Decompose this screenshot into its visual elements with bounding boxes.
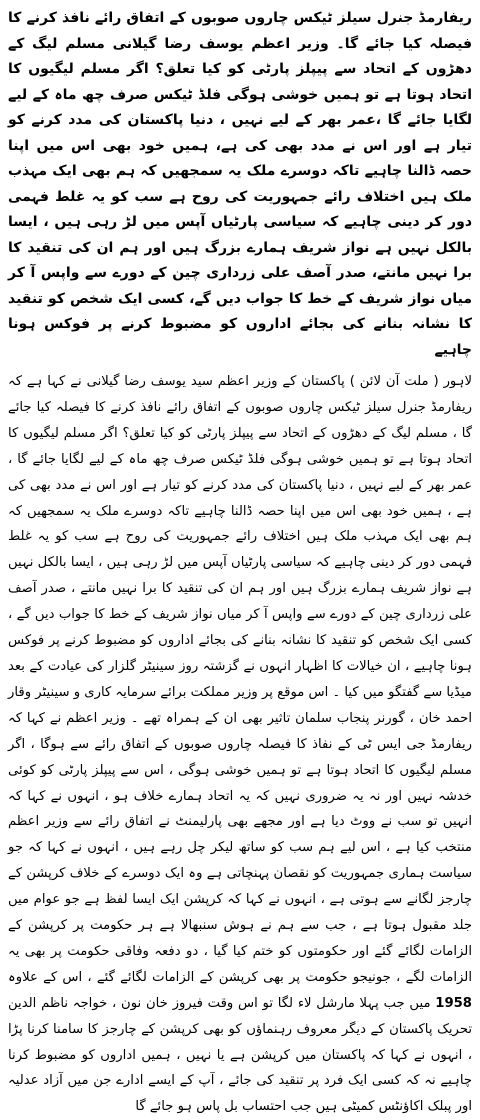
article-body <box>8 369 472 1120</box>
article-headline: ریفارمڈ جنرل سیلز ٹیکس چاروں صوبوں کے اتفاق رائے نافذ کرنے کا فیصلہ کیا جائے گا۔ وزیر اعظم یوسف رضا گیلانی مسلم لیگ کے دھڑوں کے اتحاد سے پیپلز پارٹی کو کیا تعلق؟ اگر مسلم لیگیوں کا اتحاد ہوتا ہے تو ہمیں خوشی ہوگی فلڈ ٹیکس صرف چھ ماہ کے لیے لگایا جائے گا ،عمر بھر کے لیے نہیں ، دنیا پاکستان کی مدد کرنے کو تیار ہے اور اس نے مدد بھی کی ہے، ہمیں خود بھی اس میں اپنا حصہ ڈالنا چاہیے تاکہ دوسرے ملک یہ سمجھیں کہ ہم بھی ایک مہذب ملک ہیں اختلاف رائے جمہوریت کی روح ہے سب کو یہ غلط فہمی دور کر دینی چاہیے کہ سیاسی پارٹیاں آپس میں لڑ رہی ہیں ، ایسا بالکل نہیں ہے نواز شریف ہمارے بزرگ ہیں اور ہم ان کی تنقید کا برا نہیں مانتے، صدر آصف علی زرداری چین کے دورے سے واپس آ کر میاں نواز شریف کے خط کا جواب دیں گے، کسی ایک شخص کو تنقید کا نشانہ بنانے کی بجائے اداروں کو مضبوط کرنے پر فوکس ہونا چاہیے <box>8 10 473 358</box>
article-body-part-2: میں جب پہلا مارشل لاء لگا تو اس وقت فیروز خان نون ، خواجہ ناظم الدین تحریک پاکستان کے دیگر معروف رہنماؤں کو بھی کرپشن کے چارجز کا سامنا کرنا پڑا ، انہوں نے کہا کہ پاکستان میں کرپشن ہے یا نہیں ، ہمیں اداروں کو مضبوط کرنا چاہیے نہ کہ کسی ایک فرد پر تنقید کی جائے ، آپ کے ایسے ادارے جن میں آزاد عدلیہ اور پبلک اکاؤنٹس کمیٹی ہیں جب احتساب بل پاس ہو جائے گا <box>8 995 472 1115</box>
year-1958: 1958 <box>435 995 472 1011</box>
article-body-part-1: لاہور ( ملت آن لائن ) پاکستان کے وزیر اعظم سید یوسف رضا گیلانی نے کہا ہے کہ ریفارمڈ جنرل سیلز ٹیکس چاروں صوبوں کے اتفاق رائے نافذ کرنے کا فیصلہ کیا جائے گا ، مسلم لیگ کے دھڑوں کے اتحاد سے پیپلز پارٹی کو کیا تعلق؟ اگر مسلم لیگیوں کا اتحاد ہوتا ہے تو ہمیں خوشی ہوگی فلڈ ٹیکس صرف چھ ماہ کے لیے لگایا جائے گا ، عمر بھر کے لیے نہیں ، دنیا پاکستان کی مدد کرنے کو تیار ہے اور اس نے مدد بھی کی ہے ، ہمیں خود بھی اس میں اپنا حصہ ڈالنا چاہیے تاکہ دوسرے ملک یہ سمجھیں کہ ہم بھی ایک مہذب ملک ہیں اختلاف رائے جمہوریت کی روح ہے سب کو یہ غلط فہمی دور کر دینی چاہیے کہ سیاسی پارٹیاں آپس میں لڑ رہی ہیں ، ایسا بالکل نہیں ہے نواز شریف ہمارے بزرگ ہیں اور ہم ان کی تنقید کا برا نہیں مانتے ، صدر آصف علی زرداری چین کے دورے سے واپس آ کر میاں نواز شریف کے خط کا جواب دیں گے ، کسی ایک شخص کو تنقید کا نشانہ بنانے کی بجائے اداروں کو مضبوط کرنے پر فوکس ہونا چاہیے ، ان خیالات کا اظہار انہوں نے گزشتہ روز سینیٹر گلزار کی عیادت کے بعد میڈیا سے گفتگو میں کیا ۔ اس موقع پر وزیر مملکت برائے سرمایہ کاری و سینیٹر وقار احمد خان ، گورنر پنجاب سلمان تاثیر بھی ان کے ہمراہ تھے ۔ وزیر اعظم نے کہا کہ ریفارمڈ جی ایس ٹی کے نفاذ کا فیصلہ چاروں صوبوں کے اتفاق رائے سے ہوگا ، اگر مسلم لیگیوں کا اتحاد ہوتا ہے تو ہمیں خوشی ہوگی ، اس سے پیپلز پارٹی کو کوئی خدشہ نہیں اور نہ یہ ضروری نہیں کہ یہ اتحاد ہمارے خلاف ہو ، انہوں نے کہا کہ انہیں تو سب نے ووٹ دیا ہے اور مجھے بھی پارلیمنٹ نے اتفاق رائے سے وزیر اعظم منتخب کیا ہے ، اس لیے ہم سب کو ساتھ لیکر چل رہے ہیں ، انہوں نے کہا کہ جو سیاست ہماری جمہوریت کو نقصان پہنچاتی ہے وہ ایک دوسرے کے خلاف کرپشن کے چارجز لگانے سے ہوتی ہے ، انہوں نے کہا کہ کرپشن ایک ایسا لفظ ہے جو عوام میں جلد مقبول ہوتا ہے ، جب سے ہم نے ہوش سنبھالا ہے ہر حکومت پر کرپشن کے الزامات لگائے گئے اور حکومتوں کو ختم کیا گیا ، دو دفعہ وفاقی حکومت پر بھی یہ الزامات لگے ، جونیجو حکومت پر بھی کرپشن کے الزامات لگائے گئے ، اس کے علاوہ <box>8 374 472 985</box>
